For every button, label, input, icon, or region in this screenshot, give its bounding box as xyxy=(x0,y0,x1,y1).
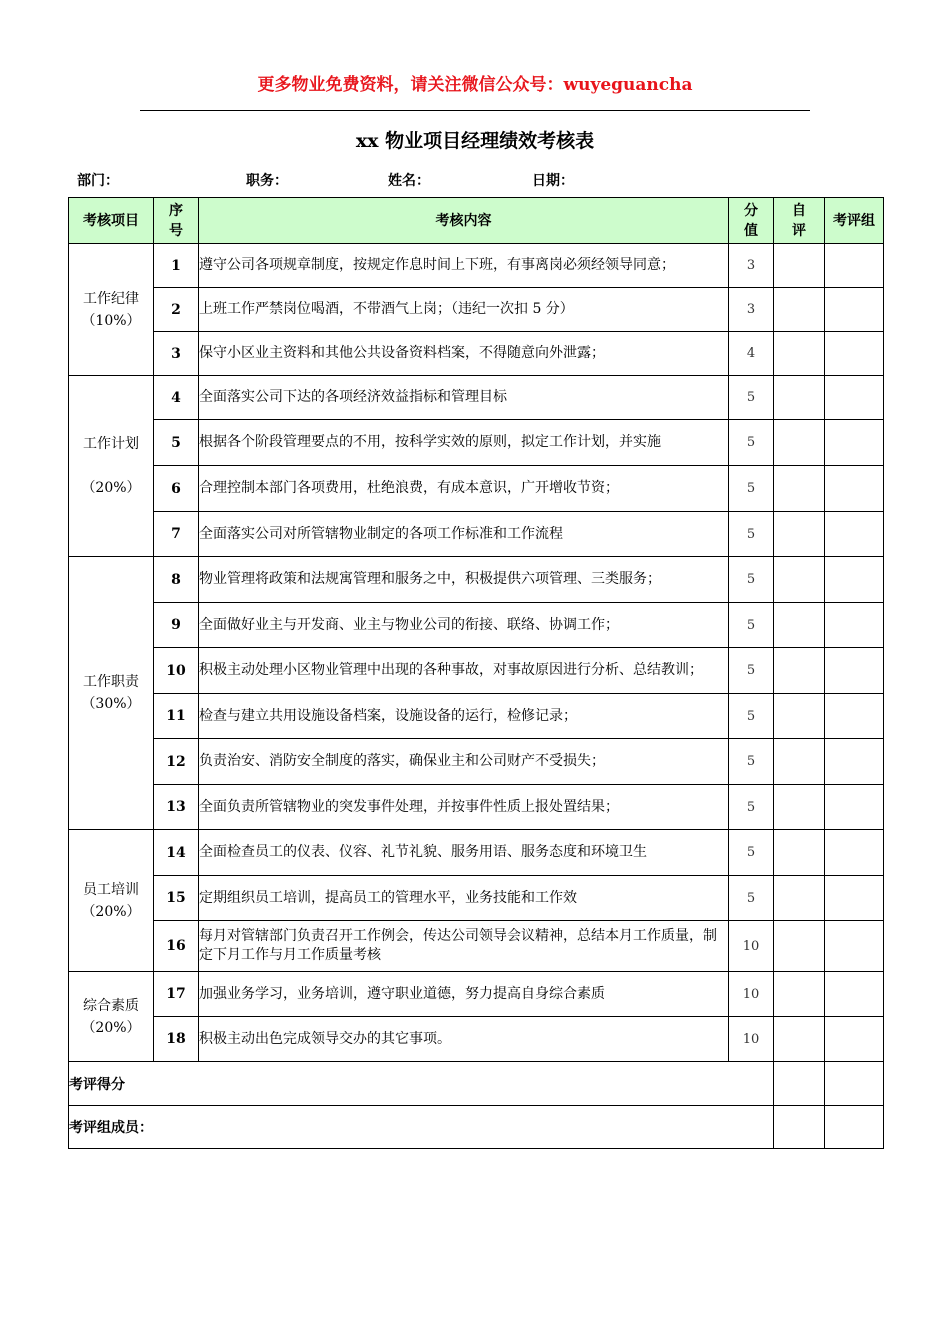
row-seq: 7 xyxy=(154,512,199,557)
table-row xyxy=(69,466,884,512)
panel-score-cell[interactable] xyxy=(825,648,884,694)
table-row xyxy=(69,1017,884,1062)
row-score: 5 xyxy=(729,876,774,921)
row-seq: 1 xyxy=(154,244,199,288)
panel-score-cell[interactable] xyxy=(825,1017,884,1062)
category-weight: （20%） xyxy=(81,480,141,496)
panel-members-row xyxy=(69,1106,884,1149)
row-score: 10 xyxy=(729,972,774,1017)
header-row xyxy=(69,198,884,244)
self-score-cell[interactable] xyxy=(774,694,825,739)
total-score-label: 考评得分 xyxy=(69,1062,774,1106)
header-seq: 序号 xyxy=(154,198,199,244)
row-score: 5 xyxy=(729,466,774,512)
row-seq: 6 xyxy=(154,466,199,512)
row-content: 全面负责所管辖物业的突发事件处理，并按事件性质上报处置结果； xyxy=(199,785,729,830)
row-seq: 10 xyxy=(154,648,199,694)
panel-score-cell[interactable] xyxy=(825,557,884,603)
self-score-cell[interactable] xyxy=(774,921,825,972)
form-meta xyxy=(77,170,877,190)
category-name: 工作纪律（10%） xyxy=(81,290,141,329)
row-score: 3 xyxy=(729,288,774,332)
row-content: 物业管理将政策和法规寓管理和服务之中，积极提供六项管理、三类服务； xyxy=(199,557,729,603)
panel-score-cell[interactable] xyxy=(825,288,884,332)
row-score: 10 xyxy=(729,1017,774,1062)
row-content: 合理控制本部门各项费用，杜绝浪费，有成本意识，广开增收节资； xyxy=(199,466,729,512)
panel-score-cell[interactable] xyxy=(825,972,884,1017)
table-row xyxy=(69,244,884,288)
evaluation-table xyxy=(68,197,884,1149)
promo-banner: 更多物业免费资料，请关注微信公众号：wuyeguancha xyxy=(257,75,693,95)
row-content: 积极主动出色完成领导交办的其它事项。 xyxy=(199,1017,729,1062)
row-seq: 13 xyxy=(154,785,199,830)
category-planning xyxy=(69,376,154,557)
header-content: 考核内容 xyxy=(199,198,729,244)
total-score-row xyxy=(69,1062,884,1106)
table-row xyxy=(69,694,884,739)
header-score: 分值 xyxy=(729,198,774,244)
row-seq: 8 xyxy=(154,557,199,603)
table-row xyxy=(69,648,884,694)
category-discipline xyxy=(69,244,154,376)
row-seq: 17 xyxy=(154,972,199,1017)
table-row xyxy=(69,512,884,557)
self-score-cell[interactable] xyxy=(774,332,825,376)
row-score: 5 xyxy=(729,420,774,466)
row-content: 定期组织员工培训，提高员工的管理水平，业务技能和工作效 xyxy=(199,876,729,921)
panel-score-cell[interactable] xyxy=(825,876,884,921)
row-seq: 4 xyxy=(154,376,199,420)
category-name: 工作职责 xyxy=(83,674,139,690)
row-seq: 15 xyxy=(154,876,199,921)
header-divider xyxy=(140,110,810,111)
table-row xyxy=(69,332,884,376)
row-seq: 14 xyxy=(154,830,199,876)
self-score-cell[interactable] xyxy=(774,557,825,603)
table-row xyxy=(69,921,884,972)
category-weight: （20%） xyxy=(81,1019,141,1036)
category-name: 员工培训 xyxy=(83,881,139,898)
panel-score-cell[interactable] xyxy=(825,785,884,830)
self-score-cell[interactable] xyxy=(774,972,825,1017)
row-content: 遵守公司各项规章制度，按规定作息时间上下班，有事离岗必须经领导同意； xyxy=(199,244,729,288)
self-score-cell[interactable] xyxy=(774,876,825,921)
category-weight: （30%） xyxy=(81,696,141,712)
row-content: 负责治安、消防安全制度的落实，确保业主和公司财产不受损失； xyxy=(199,739,729,785)
header-self: 自评 xyxy=(774,198,825,244)
row-seq: 9 xyxy=(154,603,199,648)
members-panel-cell[interactable] xyxy=(825,1106,884,1149)
row-content: 检查与建立共用设施设备档案，设施设备的运行，检修记录； xyxy=(199,694,729,739)
date-label: 日期： xyxy=(532,173,574,189)
category-duties xyxy=(69,557,154,830)
row-content: 每月对管辖部门负责召开工作例会，传达公司领导会议精神，总结本月工作质量，制定下月工作与月工作质量考核 xyxy=(199,921,729,972)
panel-score-cell[interactable] xyxy=(825,512,884,557)
row-content: 保守小区业主资料和其他公共设备资料档案，不得随意向外泄露； xyxy=(199,332,729,376)
category-training xyxy=(69,830,154,972)
category-quality xyxy=(69,972,154,1062)
members-self-cell[interactable] xyxy=(774,1106,825,1149)
row-seq: 12 xyxy=(154,739,199,785)
name-label: 姓名： xyxy=(388,173,430,189)
table-row xyxy=(69,420,884,466)
table-row xyxy=(69,288,884,332)
row-content: 全面做好业主与开发商、业主与物业公司的衔接、联络、协调工作； xyxy=(199,603,729,648)
panel-score-cell[interactable] xyxy=(825,466,884,512)
table-row xyxy=(69,376,884,420)
row-score: 4 xyxy=(729,332,774,376)
panel-score-cell[interactable] xyxy=(825,603,884,648)
self-score-cell[interactable] xyxy=(774,420,825,466)
header-category: 考核项目 xyxy=(69,198,154,244)
row-seq: 3 xyxy=(154,332,199,376)
category-weight: （20%） xyxy=(81,903,141,920)
panel-score-cell[interactable] xyxy=(825,376,884,420)
row-score: 5 xyxy=(729,739,774,785)
position-label: 职务： xyxy=(246,173,288,189)
self-score-cell[interactable] xyxy=(774,466,825,512)
row-score: 5 xyxy=(729,694,774,739)
row-score: 5 xyxy=(729,830,774,876)
self-score-cell[interactable] xyxy=(774,244,825,288)
category-name: 工作计划 xyxy=(83,436,139,452)
row-content: 上班工作严禁岗位喝酒，不带酒气上岗；（违纪一次扣 5 分） xyxy=(199,288,729,332)
page-title: xx 物业项目经理绩效考核表 xyxy=(355,130,595,152)
row-content: 根据各个阶段管理要点的不用，按科学实效的原则，拟定工作计划，并实施 xyxy=(199,420,729,466)
row-content: 全面检查员工的仪表、仪容、礼节礼貌、服务用语、服务态度和环境卫生 xyxy=(199,830,729,876)
total-panel-cell[interactable] xyxy=(825,1062,884,1106)
table-row xyxy=(69,972,884,1017)
panel-score-cell[interactable] xyxy=(825,921,884,972)
row-seq: 11 xyxy=(154,694,199,739)
panel-score-cell[interactable] xyxy=(825,739,884,785)
panel-score-cell[interactable] xyxy=(825,830,884,876)
table-row xyxy=(69,830,884,876)
total-self-cell[interactable] xyxy=(774,1062,825,1106)
self-score-cell[interactable] xyxy=(774,785,825,830)
self-score-cell[interactable] xyxy=(774,288,825,332)
dept-label: 部门： xyxy=(77,173,119,189)
table-row xyxy=(69,603,884,648)
row-score: 5 xyxy=(729,603,774,648)
row-score: 3 xyxy=(729,244,774,288)
row-content: 全面落实公司对所管辖物业制定的各项工作标准和工作流程 xyxy=(199,512,729,557)
row-seq: 16 xyxy=(154,921,199,972)
table-row xyxy=(69,785,884,830)
row-score: 10 xyxy=(729,921,774,972)
panel-members-label: 考评组成员： xyxy=(69,1106,774,1149)
panel-score-cell[interactable] xyxy=(825,694,884,739)
row-seq: 2 xyxy=(154,288,199,332)
self-score-cell[interactable] xyxy=(774,512,825,557)
row-content: 积极主动处理小区物业管理中出现的各种事故，对事故原因进行分析、总结教训； xyxy=(199,648,729,694)
row-score: 5 xyxy=(729,376,774,420)
row-content: 加强业务学习，业务培训，遵守职业道德，努力提高自身综合素质 xyxy=(199,972,729,1017)
self-score-cell[interactable] xyxy=(774,648,825,694)
row-score: 5 xyxy=(729,512,774,557)
row-score: 5 xyxy=(729,648,774,694)
table-row xyxy=(69,739,884,785)
self-score-cell[interactable] xyxy=(774,1017,825,1062)
row-seq: 5 xyxy=(154,420,199,466)
header-panel: 考评组 xyxy=(825,198,884,244)
row-seq: 18 xyxy=(154,1017,199,1062)
panel-score-cell[interactable] xyxy=(825,332,884,376)
row-score: 5 xyxy=(729,785,774,830)
table-row xyxy=(69,876,884,921)
self-score-cell[interactable] xyxy=(774,830,825,876)
row-content: 全面落实公司下达的各项经济效益指标和管理目标 xyxy=(199,376,729,420)
self-score-cell[interactable] xyxy=(774,376,825,420)
panel-score-cell[interactable] xyxy=(825,420,884,466)
table-row xyxy=(69,557,884,603)
panel-score-cell[interactable] xyxy=(825,244,884,288)
category-name: 综合素质 xyxy=(83,997,139,1014)
self-score-cell[interactable] xyxy=(774,739,825,785)
row-score: 5 xyxy=(729,557,774,603)
self-score-cell[interactable] xyxy=(774,603,825,648)
